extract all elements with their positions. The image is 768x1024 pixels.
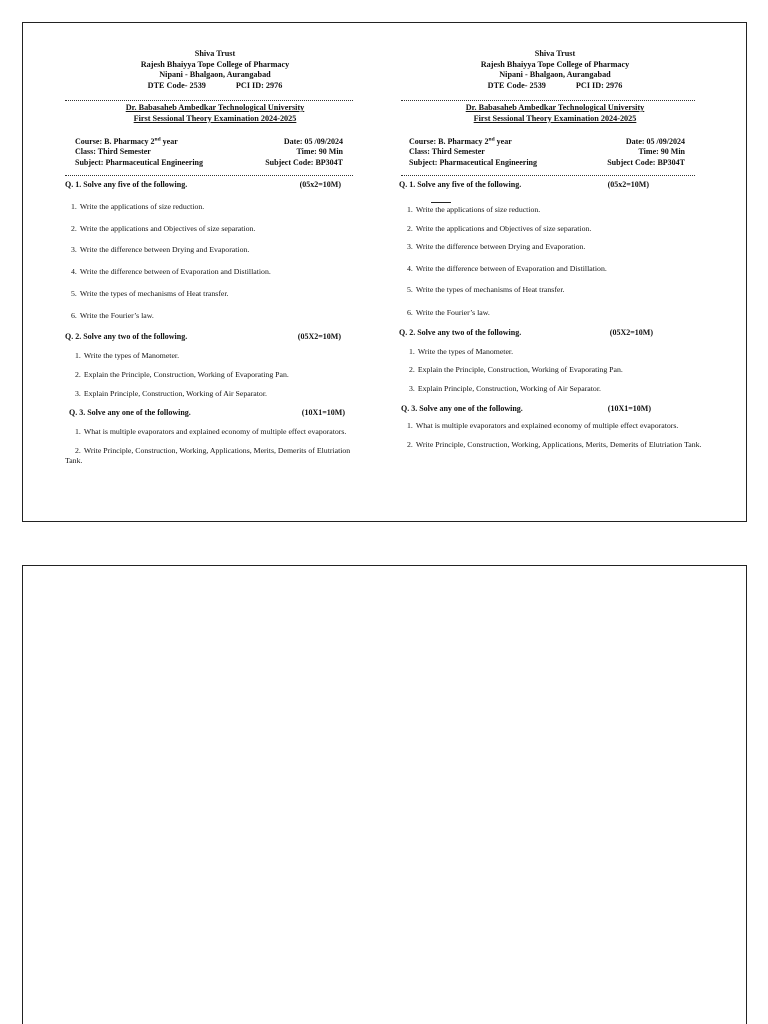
question-2-marks: (05X2=10M) (297, 332, 341, 341)
question-1-title: Q. 1. Solve any five of the following. (399, 180, 522, 189)
codes-line (65, 81, 365, 92)
question-item: 1. What is multiple evaporators and explained economy of multiple effect evaporators. (75, 427, 347, 436)
dotted-divider (65, 100, 353, 101)
document-page-1 (22, 22, 747, 522)
dte-code: DTE Code- 2539 (487, 80, 546, 90)
question-2-marks: (05X2=10M) (609, 328, 653, 337)
question-item: 1. Write the types of Manometer. (75, 351, 180, 360)
institution-header (405, 49, 705, 91)
question-item: 1. Write the types of Manometer. (409, 347, 514, 356)
pci-id: PCI ID: 2976 (235, 80, 283, 90)
pen-mark (431, 202, 451, 203)
dte-code: DTE Code- 2539 (147, 80, 206, 90)
question-2-heading (399, 328, 699, 337)
exam-paper-copy-left (65, 23, 383, 521)
subject-code: Subject Code: BP304T (265, 157, 343, 167)
question-item: 2. Write the applications and Objectives of size separation. (407, 224, 592, 233)
question-item: 3. Explain Principle, Construction, Working of Air Separator. (75, 389, 267, 398)
course-label: Course: B. Pharmacy 2nd year (75, 136, 178, 146)
dotted-divider (65, 175, 353, 176)
subject-label: Subject: Pharmaceutical Engineering (75, 157, 203, 167)
class-label: Class: Third Semester (75, 147, 151, 157)
question-item: 1. What is multiple evaporators and explained economy of multiple effect evaporators. (407, 421, 679, 430)
question-item: 4. Write the difference between of Evaporation and Distillation. (407, 264, 607, 273)
university-name: Dr. Babasaheb Ambedkar Technological University (465, 103, 645, 112)
question-item: 1. Write the applications of size reduction. (71, 202, 205, 211)
question-item: 4. Write the difference between of Evaporation and Distillation. (71, 267, 271, 276)
trust-name: Shiva Trust (194, 49, 236, 58)
question-item: 1. Write the applications of size reduction. (407, 205, 541, 214)
question-item: 5. Write the types of mechanisms of Heat transfer. (407, 285, 565, 294)
university-name: Dr. Babasaheb Ambedkar Technological University (125, 103, 305, 112)
question-item: 3. Write the difference between Drying and Evaporation. (71, 245, 250, 254)
course-label: Course: B. Pharmacy 2nd year (409, 136, 512, 146)
dotted-divider (401, 175, 695, 176)
question-3-heading (401, 404, 701, 413)
college-address: Nipani - Bhalgaon, Aurangabad (499, 70, 611, 79)
question-1-heading (65, 180, 365, 189)
pci-id: PCI ID: 2976 (575, 80, 623, 90)
document-page-2-blank (22, 565, 747, 1024)
question-item: 5. Write the types of mechanisms of Heat transfer. (71, 289, 229, 298)
question-item: 6. Write the Fourier’s law. (71, 311, 154, 320)
question-3-title: Q. 3. Solve any one of the following. (69, 408, 191, 417)
class-label: Class: Third Semester (409, 147, 485, 157)
codes-line (405, 81, 705, 92)
subject-label: Subject: Pharmaceutical Engineering (409, 157, 537, 167)
university-block (65, 103, 365, 124)
college-address: Nipani - Bhalgaon, Aurangabad (159, 70, 271, 79)
question-item: 6. Write the Fourier’s law. (407, 308, 490, 317)
question-3-marks: (10X1=10M) (607, 404, 651, 413)
question-2-heading (65, 332, 365, 341)
question-item: 2. Explain the Principle, Construction, Working of Evaporating Pan. (409, 365, 623, 374)
exam-title: First Sessional Theory Examination 2024-2025 (133, 113, 297, 123)
trust-name: Shiva Trust (534, 49, 576, 58)
exam-time: Time: 90 Min (638, 147, 685, 157)
question-3-marks: (10X1=10M) (301, 408, 345, 417)
exam-time: Time: 90 Min (296, 147, 343, 157)
question-1-heading (399, 180, 699, 189)
question-3-heading (69, 408, 369, 417)
question-1-marks: (05x2=10M) (299, 180, 341, 189)
question-item: 3. Write the difference between Drying and Evaporation. (407, 242, 586, 251)
college-name: Rajesh Bhaiyya Tope College of Pharmacy (140, 59, 290, 69)
question-3-title: Q. 3. Solve any one of the following. (401, 404, 523, 413)
question-2-title: Q. 2. Solve any two of the following. (399, 328, 522, 337)
question-item: 2. Explain the Principle, Construction, Working of Evaporating Pan. (75, 370, 289, 379)
question-item: 2. Write Principle, Construction, Working, Applications, Merits, Demerits of Elutriation Tank. (407, 440, 702, 449)
institution-header (65, 49, 365, 91)
question-item: 3. Explain Principle, Construction, Working of Air Separator. (409, 384, 601, 393)
exam-date: Date: 05 /09/2024 (625, 137, 685, 146)
question-item: 2. Write the applications and Objectives of size separation. (71, 224, 256, 233)
exam-title: First Sessional Theory Examination 2024-2025 (473, 113, 637, 123)
question-1-marks: (05x2=10M) (607, 180, 649, 189)
college-name: Rajesh Bhaiyya Tope College of Pharmacy (480, 59, 630, 69)
question-1-title: Q. 1. Solve any five of the following. (65, 180, 188, 189)
exam-info (75, 137, 343, 168)
question-2-title: Q. 2. Solve any two of the following. (65, 332, 188, 341)
question-item: 2. Write Principle, Construction, Working, Applications, Merits, Demerits of Elutriation Tank. (65, 446, 351, 465)
exam-paper-copy-right (399, 23, 717, 521)
dotted-divider (401, 100, 695, 101)
university-block (405, 103, 705, 124)
exam-info (409, 137, 685, 168)
subject-code: Subject Code: BP304T (607, 157, 685, 167)
exam-date: Date: 05 /09/2024 (283, 137, 343, 146)
